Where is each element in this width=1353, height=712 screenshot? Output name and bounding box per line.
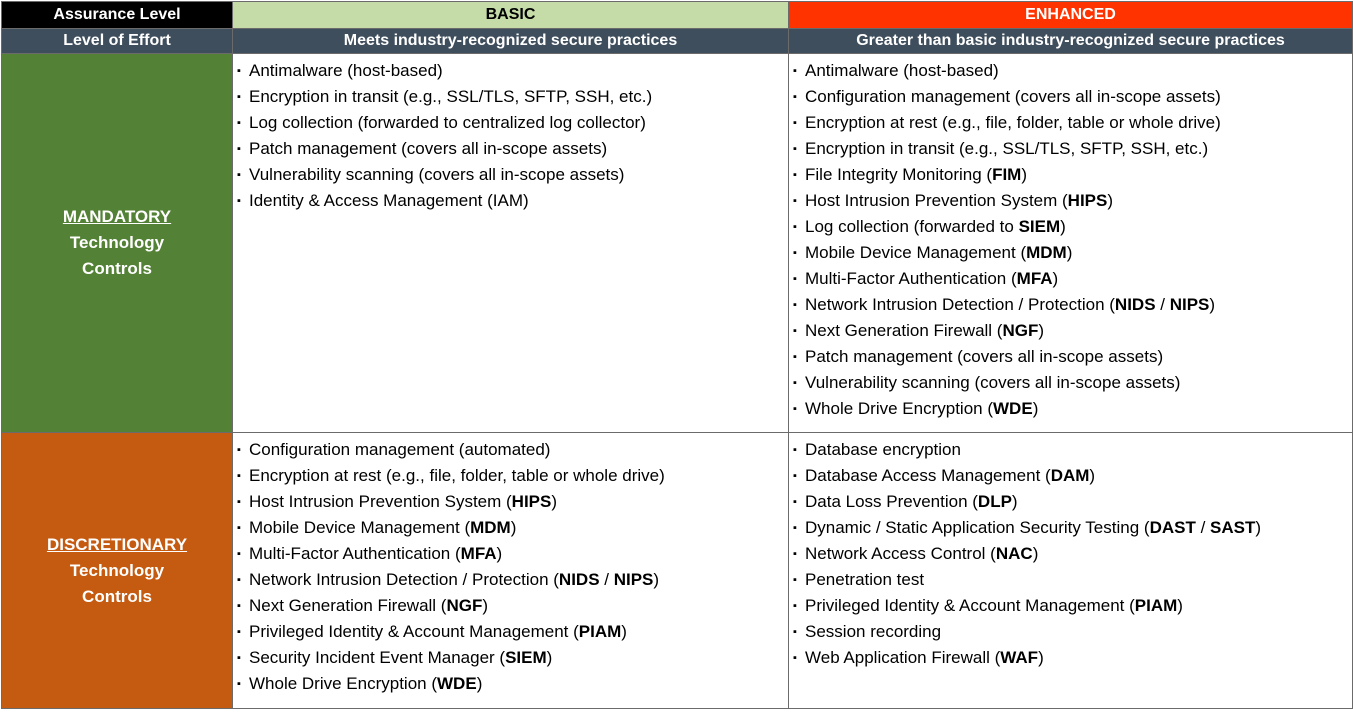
- square-bullet-icon: ▪: [237, 652, 241, 664]
- item-text: ): [546, 648, 553, 667]
- item-abbreviation: WAF: [1000, 648, 1039, 667]
- item-text: ): [653, 570, 660, 589]
- discretionary-enhanced-list: [789, 433, 1352, 671]
- item-abbreviation: PIAM: [578, 622, 622, 641]
- item-text: File Integrity Monitoring (: [805, 165, 993, 184]
- item-abbreviation: HIPS: [511, 492, 552, 511]
- item-text: Penetration test: [805, 570, 925, 589]
- item-abbreviation: SAST: [1210, 518, 1256, 537]
- square-bullet-icon: ▪: [793, 351, 797, 363]
- item-text: Identity & Access Management (IAM): [249, 191, 529, 210]
- discretionary-line2: Technology: [69, 560, 165, 580]
- mandatory-row: [2, 54, 1353, 433]
- item-text: Mobile Device Management (: [249, 518, 471, 537]
- list-item: [237, 619, 788, 645]
- square-bullet-icon: ▪: [237, 600, 241, 612]
- mandatory-label: [2, 54, 233, 433]
- mandatory-line2: Technology: [69, 233, 165, 252]
- square-bullet-icon: ▪: [793, 117, 797, 129]
- item-abbreviation: WDE: [993, 399, 1033, 418]
- discretionary-basic-list: [233, 433, 788, 697]
- square-bullet-icon: ▪: [793, 91, 797, 103]
- item-text: ): [1021, 165, 1028, 184]
- item-abbreviation: DLP: [977, 492, 1012, 511]
- assurance-matrix-table: [1, 1, 1353, 709]
- item-abbreviation: MFA: [1016, 269, 1053, 288]
- item-text: ): [1032, 544, 1039, 563]
- item-text: Network Access Control (: [805, 544, 996, 563]
- item-abbreviation: MDM: [470, 518, 511, 537]
- list-item: [237, 463, 788, 489]
- item-text: ): [476, 674, 483, 693]
- item-text: ): [1089, 466, 1096, 485]
- mandatory-basic-cell: [233, 54, 789, 433]
- item-abbreviation: NGF: [1002, 321, 1039, 340]
- list-item: [793, 240, 1352, 266]
- square-bullet-icon: ▪: [793, 652, 797, 664]
- list-item: [793, 541, 1352, 567]
- list-item: [237, 515, 788, 541]
- item-text: ): [1255, 518, 1262, 537]
- item-text: Network Intrusion Detection / Protection (: [249, 570, 559, 589]
- list-item: [793, 188, 1352, 214]
- item-text: ): [1038, 321, 1045, 340]
- list-item: [793, 214, 1352, 240]
- list-item: [793, 266, 1352, 292]
- square-bullet-icon: ▪: [793, 65, 797, 77]
- item-text: Network Intrusion Detection / Protection (: [805, 295, 1115, 314]
- item-text: Patch management (covers all in-scope assets): [805, 347, 1164, 366]
- item-text: Next Generation Firewall (: [249, 596, 447, 615]
- list-item: [237, 136, 788, 162]
- square-bullet-icon: ▪: [793, 574, 797, 586]
- item-text: Host Intrusion Prevention System (: [805, 191, 1068, 210]
- list-item: [237, 489, 788, 515]
- square-bullet-icon: ▪: [793, 496, 797, 508]
- list-item: [793, 437, 1352, 463]
- list-item: [237, 567, 788, 593]
- list-item: [237, 437, 788, 463]
- item-text: Dynamic / Static Application Security Testing (: [805, 518, 1150, 537]
- item-abbreviation: NIDS: [558, 570, 600, 589]
- item-abbreviation: SIEM: [1018, 217, 1061, 236]
- list-item: [237, 58, 788, 84]
- item-text: Host Intrusion Prevention System (: [249, 492, 512, 511]
- square-bullet-icon: ▪: [237, 470, 241, 482]
- square-bullet-icon: ▪: [793, 325, 797, 337]
- list-item: [237, 110, 788, 136]
- item-text: ): [1011, 492, 1018, 511]
- item-text: Whole Drive Encryption (: [249, 674, 438, 693]
- list-item: [793, 58, 1352, 84]
- mandatory-line3: Controls: [82, 259, 152, 278]
- item-abbreviation: NIPS: [613, 570, 654, 589]
- item-text: /: [1155, 295, 1170, 314]
- item-text: ): [621, 622, 627, 641]
- item-text: Vulnerability scanning (covers all in-scope assets): [805, 373, 1181, 392]
- item-abbreviation: SIEM: [505, 648, 547, 667]
- item-text: Encryption in transit (e.g., SSL/TLS, SFTP, SSH, etc.): [249, 87, 653, 106]
- item-text: Web Application Firewall (: [805, 648, 1001, 667]
- basic-header: BASIC: [233, 2, 789, 29]
- item-text: Multi-Factor Authentication (: [249, 544, 461, 563]
- item-abbreviation: NAC: [995, 544, 1033, 563]
- square-bullet-icon: ▪: [793, 522, 797, 534]
- item-abbreviation: WDE: [437, 674, 477, 693]
- list-item: [793, 162, 1352, 188]
- item-text: ): [482, 596, 489, 615]
- list-item: [793, 318, 1352, 344]
- item-abbreviation: MFA: [460, 544, 497, 563]
- mandatory-enhanced-cell: [789, 54, 1353, 433]
- assurance-level-header: Assurance Level: [2, 2, 233, 29]
- item-text: ): [510, 518, 517, 537]
- square-bullet-icon: ▪: [793, 221, 797, 233]
- item-text: Privileged Identity & Account Management (: [805, 596, 1135, 615]
- item-text: Session recording: [805, 622, 942, 641]
- square-bullet-icon: ▪: [793, 626, 797, 638]
- item-text: Next Generation Firewall (: [805, 321, 1003, 340]
- item-text: Vulnerability scanning (covers all in-scope assets): [249, 165, 625, 184]
- list-item: [237, 541, 788, 567]
- level-of-effort-header: Level of Effort: [2, 29, 233, 54]
- subheader-row: [2, 29, 1353, 54]
- header-row: [2, 2, 1353, 29]
- item-abbreviation: DAST: [1149, 518, 1196, 537]
- square-bullet-icon: ▪: [793, 548, 797, 560]
- square-bullet-icon: ▪: [793, 273, 797, 285]
- square-bullet-icon: ▪: [793, 143, 797, 155]
- square-bullet-icon: ▪: [237, 195, 241, 207]
- list-item: [237, 645, 788, 671]
- square-bullet-icon: ▪: [237, 444, 241, 456]
- list-item: [793, 84, 1352, 110]
- item-text: ): [1107, 191, 1114, 210]
- discretionary-enhanced-cell: [789, 433, 1353, 709]
- item-abbreviation: HIPS: [1067, 191, 1108, 210]
- item-text: Log collection (forwarded to centralized log collector): [249, 113, 646, 132]
- item-text: Antimalware (host-based): [249, 61, 443, 80]
- square-bullet-icon: ▪: [237, 169, 241, 181]
- item-text: Multi-Factor Authentication (: [805, 269, 1017, 288]
- square-bullet-icon: ▪: [237, 143, 241, 155]
- item-text: ): [1060, 217, 1066, 236]
- item-text: Encryption at rest (e.g., file, folder, table or whole drive): [805, 113, 1221, 132]
- item-text: Privileged Identity & Account Management (: [249, 622, 579, 641]
- square-bullet-icon: ▪: [793, 195, 797, 207]
- list-item: [793, 515, 1352, 541]
- discretionary-line3: Controls: [82, 586, 152, 606]
- square-bullet-icon: ▪: [237, 65, 241, 77]
- square-bullet-icon: ▪: [793, 444, 797, 456]
- discretionary-row: [2, 433, 1353, 709]
- discretionary-label: [2, 433, 233, 709]
- item-text: Log collection (forwarded to: [805, 217, 1019, 236]
- item-text: /: [1195, 518, 1211, 537]
- list-item: [793, 110, 1352, 136]
- square-bullet-icon: ▪: [237, 678, 241, 690]
- item-abbreviation: FIM: [992, 165, 1022, 184]
- mandatory-keyword: MANDATORY: [62, 207, 172, 226]
- item-text: Encryption at rest (e.g., file, folder, table or whole drive): [249, 466, 665, 485]
- item-text: ): [496, 544, 503, 563]
- list-item: [793, 136, 1352, 162]
- list-item: [237, 671, 788, 697]
- list-item: [793, 396, 1352, 422]
- item-abbreviation: DAM: [1050, 466, 1090, 485]
- square-bullet-icon: ▪: [793, 470, 797, 482]
- item-abbreviation: PIAM: [1134, 596, 1178, 615]
- item-text: ): [1032, 399, 1039, 418]
- list-item: [793, 489, 1352, 515]
- item-text: ): [1038, 648, 1044, 667]
- list-item: [793, 645, 1352, 671]
- item-text: Configuration management (automated): [249, 440, 551, 459]
- mandatory-enhanced-list: [789, 54, 1352, 422]
- item-abbreviation: MDM: [1026, 243, 1067, 262]
- item-text: Whole Drive Encryption (: [805, 399, 994, 418]
- item-text: /: [599, 570, 614, 589]
- item-text: Mobile Device Management (: [805, 243, 1027, 262]
- item-abbreviation: NGF: [446, 596, 483, 615]
- square-bullet-icon: ▪: [237, 496, 241, 508]
- square-bullet-icon: ▪: [793, 169, 797, 181]
- list-item: [237, 593, 788, 619]
- square-bullet-icon: ▪: [793, 247, 797, 259]
- discretionary-keyword: DISCRETIONARY: [46, 534, 188, 554]
- square-bullet-icon: ▪: [793, 600, 797, 612]
- item-text: Antimalware (host-based): [805, 61, 999, 80]
- list-item: [237, 84, 788, 110]
- item-text: Configuration management (covers all in-scope assets): [805, 87, 1221, 106]
- item-text: Database encryption: [805, 440, 961, 459]
- item-text: Patch management (covers all in-scope assets): [249, 139, 608, 158]
- square-bullet-icon: ▪: [237, 117, 241, 129]
- square-bullet-icon: ▪: [237, 548, 241, 560]
- square-bullet-icon: ▪: [237, 91, 241, 103]
- mandatory-basic-list: [233, 54, 788, 214]
- item-text: ): [1052, 269, 1059, 288]
- list-item: [793, 619, 1352, 645]
- list-item: [793, 370, 1352, 396]
- list-item: [793, 463, 1352, 489]
- item-text: ): [551, 492, 558, 511]
- item-abbreviation: NIPS: [1169, 295, 1210, 314]
- square-bullet-icon: ▪: [237, 626, 241, 638]
- item-text: ): [1066, 243, 1073, 262]
- list-item: [237, 188, 788, 214]
- square-bullet-icon: ▪: [793, 403, 797, 415]
- item-text: ): [1209, 295, 1216, 314]
- item-abbreviation: NIDS: [1114, 295, 1156, 314]
- enhanced-description: Greater than basic industry-recognized secure practices: [789, 29, 1353, 54]
- basic-description: Meets industry-recognized secure practices: [233, 29, 789, 54]
- list-item: [793, 292, 1352, 318]
- square-bullet-icon: ▪: [793, 299, 797, 311]
- square-bullet-icon: ▪: [793, 377, 797, 389]
- list-item: [793, 344, 1352, 370]
- discretionary-basic-cell: [233, 433, 789, 709]
- item-text: Data Loss Prevention (: [805, 492, 978, 511]
- list-item: [793, 593, 1352, 619]
- enhanced-header: ENHANCED: [789, 2, 1353, 29]
- item-text: ): [1177, 596, 1183, 615]
- list-item: [793, 567, 1352, 593]
- item-text: Database Access Management (: [805, 466, 1051, 485]
- square-bullet-icon: ▪: [237, 522, 241, 534]
- list-item: [237, 162, 788, 188]
- item-text: Encryption in transit (e.g., SSL/TLS, SFTP, SSH, etc.): [805, 139, 1209, 158]
- square-bullet-icon: ▪: [237, 574, 241, 586]
- item-text: Security Incident Event Manager (: [249, 648, 506, 667]
